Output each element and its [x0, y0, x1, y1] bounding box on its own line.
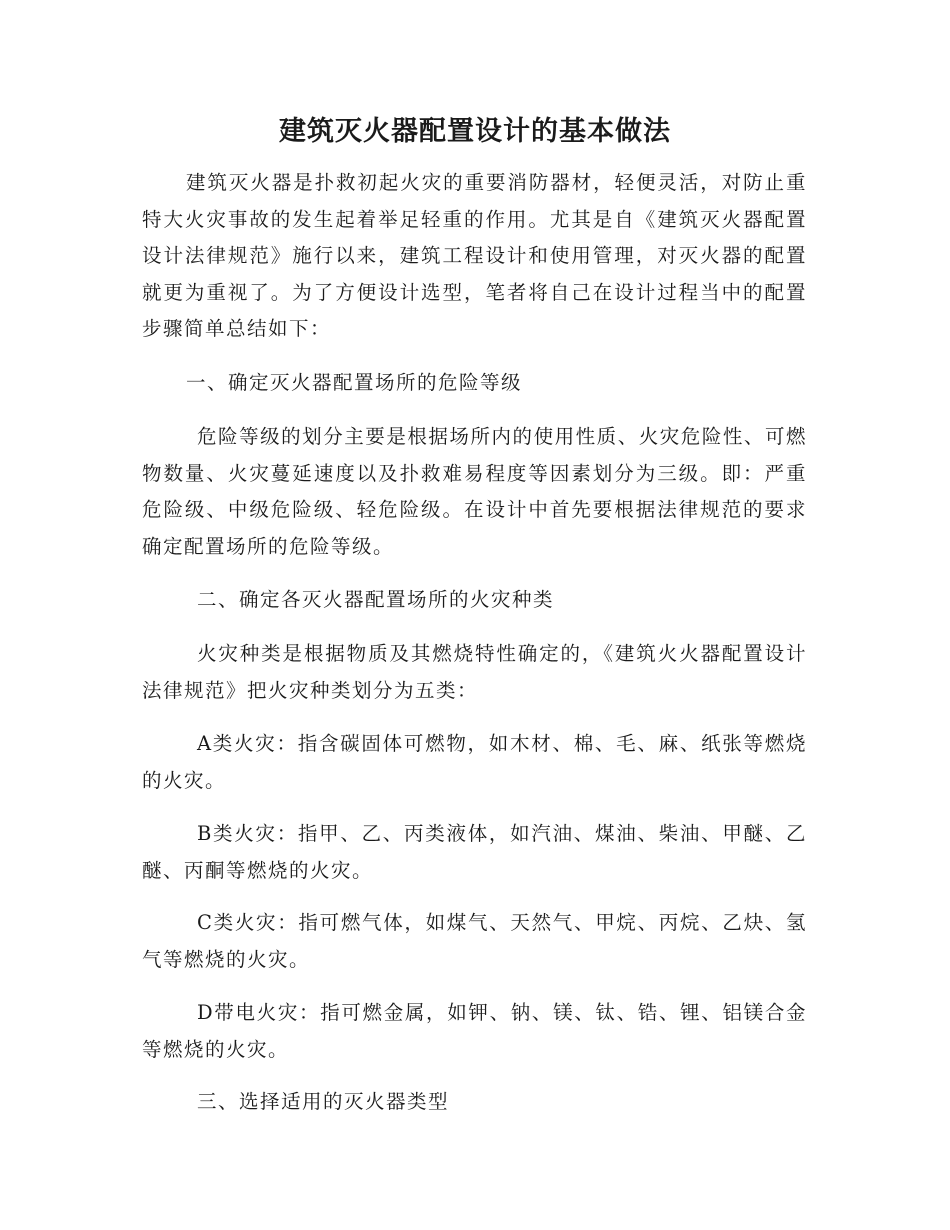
section-heading-2: 二、确定各灭火器配置场所的火灾种类 [197, 588, 555, 611]
fire-class-b-paragraph: B类火灾：指甲、乙、丙类液体，如汽油、煤油、柴油、甲醚、乙醚、丙酮等燃烧的火灾。 [142, 822, 807, 882]
section-heading-3: 三、选择适用的灭火器类型 [197, 1090, 450, 1113]
section-heading-1: 一、确定灭火器配置场所的危险等级 [186, 371, 523, 394]
intro-paragraph: 建筑灭火器是扑救初起火灾的重要消防器材，轻便灵活，对防止重特大火灾事故的发生起着举足轻重的作用。尤其是自《建筑灭火器配置设计法律规范》施行以来，建筑工程设计和使用管理，对灭火器的配置就更为重视了。为了方便设计选型，笔者将自己在设计过程当中的配置步骤简单总结如下： [142, 171, 807, 340]
fire-class-d-paragraph: D带电火灾：指可燃金属，如钾、钠、镁、钛、锆、锂、铝镁合金等燃烧的火灾。 [142, 1001, 807, 1061]
fire-class-c-paragraph: C类火灾：指可燃气体，如煤气、天然气、甲烷、丙烷、乙炔、氢气等燃烧的火灾。 [142, 911, 807, 971]
fire-class-a-paragraph: A类火灾：指含碳固体可燃物，如木材、棉、毛、麻、纸张等燃烧的火灾。 [142, 732, 807, 792]
section-2-paragraph: 火灾种类是根据物质及其燃烧特性确定的，《建筑火火器配置设计法律规范》把火灾种类划分为五类： [142, 642, 807, 702]
document-title: 建筑灭火器配置设计的基本做法 [279, 116, 671, 147]
section-1-paragraph: 危险等级的划分主要是根据场所内的使用性质、火灾危险性、可燃物数量、火灾蔓延速度以及扑救难易程度等因素划分为三级。即：严重危险级、中级危险级、轻危险级。在设计中首先要根据法律规范的要求确定配置场所的危险等级。 [142, 425, 807, 558]
